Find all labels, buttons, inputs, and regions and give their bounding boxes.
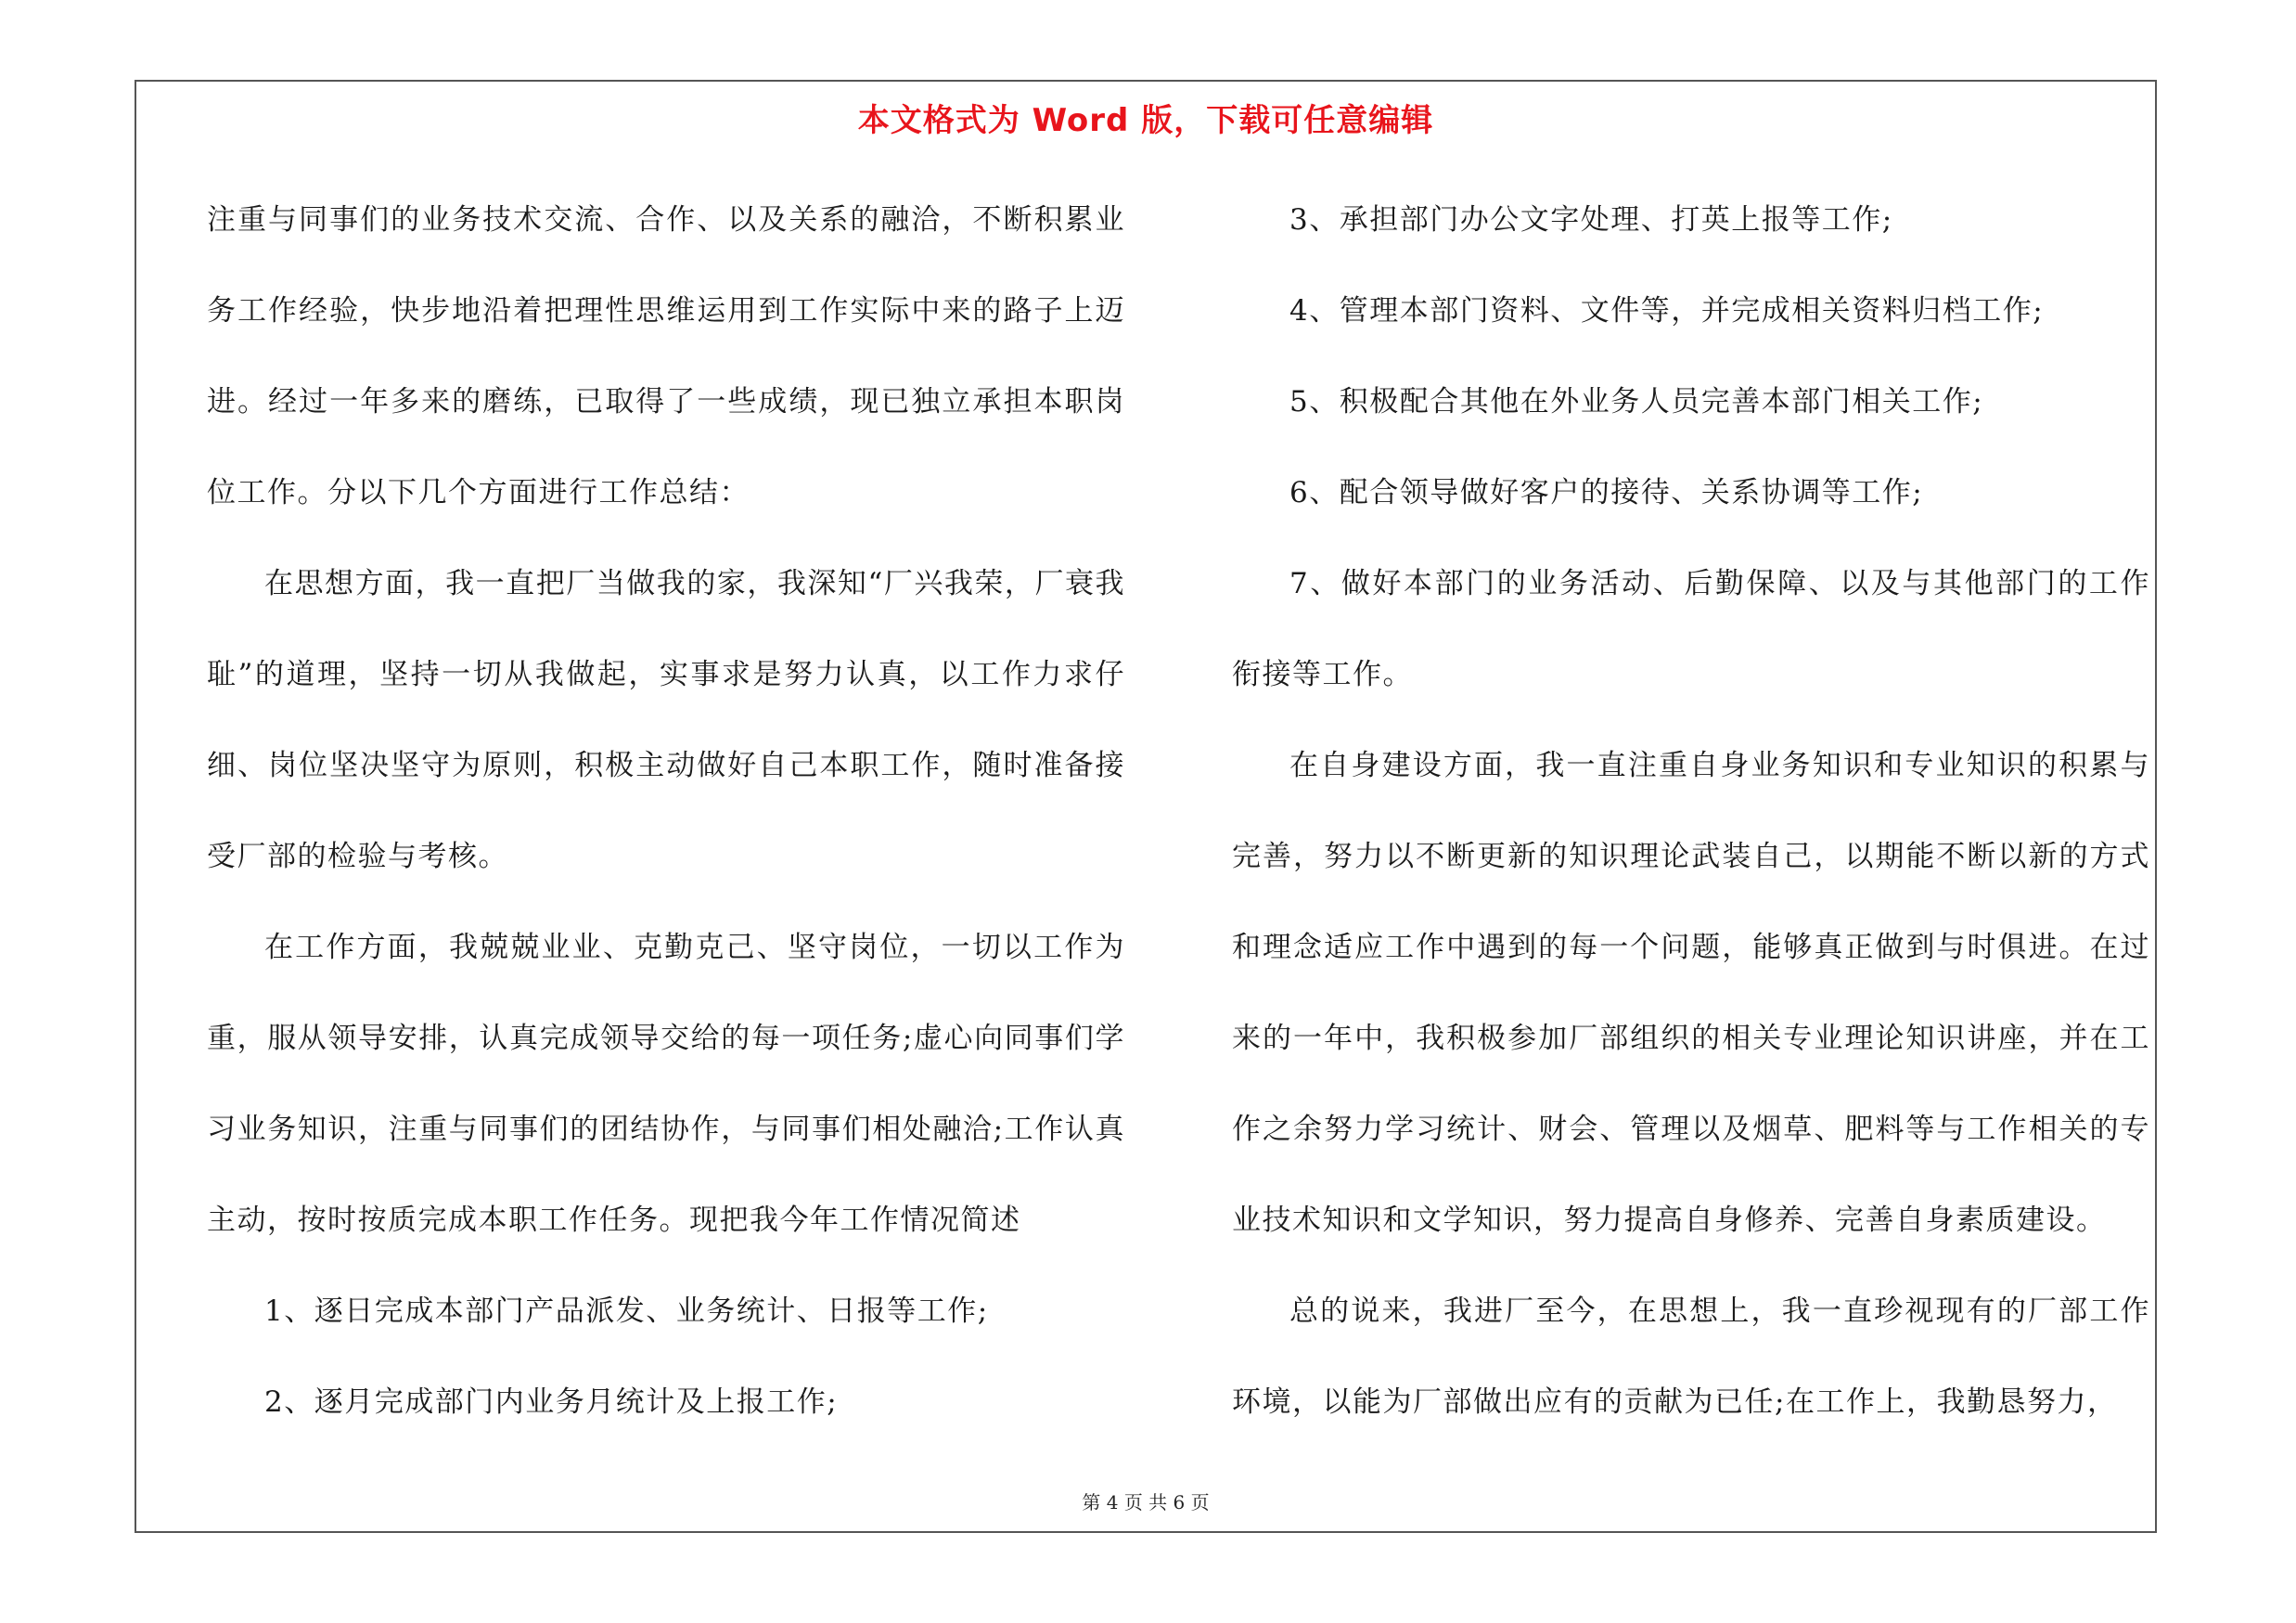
list-item: 7、做好本部门的业务活动、后勤保障、以及与其他部门的工作衔接等工作。 — [1232, 567, 2150, 691]
paragraph: 总的说来，我进厂至今，在思想上，我一直珍视现有的厂部工作环境，以能为厂部做出应有的贡献为已任;在工作上，我勤恳努力， — [1232, 1295, 2150, 1419]
left-text-column — [207, 174, 1125, 1448]
format-notice-banner: 本文格式为 Word 版，下载可任意编辑 — [857, 102, 1434, 139]
right-text-column — [1232, 174, 2150, 1448]
paragraph: 在工作方面，我兢兢业业、克勤克己、坚守岗位，一切以工作为重，服从领导安排，认真完成领导交给的每一项任务;虚心向同事们学习业务知识，注重与同事们的团结协作，与同事们相处融洽;工作认真主动，按时按质完成本职工作任务。现把我今年工作情况简述 — [207, 931, 1125, 1237]
document-page — [135, 80, 2157, 1533]
list-item: 2、逐月完成部门内业务月统计及上报工作; — [264, 1385, 839, 1419]
list-item: 5、积极配合其他在外业务人员完善本部门相关工作; — [1289, 385, 1984, 419]
page-number: 第 4 页 共 6 页 — [1082, 1491, 1210, 1514]
list-item: 6、配合领导做好客户的接待、关系协调等工作; — [1289, 476, 1924, 509]
list-item: 4、管理本部门资料、文件等，并完成相关资料归档工作; — [1289, 294, 2045, 328]
paragraph: 在思想方面，我一直把厂当做我的家，我深知“厂兴我荣，厂衰我耻”的道理，坚持一切从我做起，实事求是努力认真，以工作力求仔细、岗位坚决坚守为原则，积极主动做好自己本职工作，随时准备接受厂部的检验与考核。 — [207, 567, 1125, 873]
paragraph: 在自身建设方面，我一直注重自身业务知识和专业知识的积累与完善，努力以不断更新的知识理论武装自己，以期能不断以新的方式和理念适应工作中遇到的每一个问题，能够真正做到与时俱进。在过来的一年中，我积极参加厂部组织的相关专业理论知识讲座，并在工作之余努力学习统计、财会、管理以及烟草、肥料等与工作相关的专业技术知识和文学知识，努力提高自身修养、完善自身素质建设。 — [1232, 749, 2150, 1237]
paragraph: 注重与同事们的业务技术交流、合作、以及关系的融洽，不断积累业务工作经验，快步地沿着把理性思维运用到工作实际中来的路子上迈进。经过一年多来的磨练，已取得了一些成绩，现已独立承担本职岗位工作。分以下几个方面进行工作总结： — [207, 203, 1125, 509]
list-item: 1、逐日完成本部门产品派发、业务统计、日报等工作; — [264, 1295, 989, 1328]
list-item: 3、承担部门办公文字处理、打英上报等工作; — [1289, 203, 1893, 237]
